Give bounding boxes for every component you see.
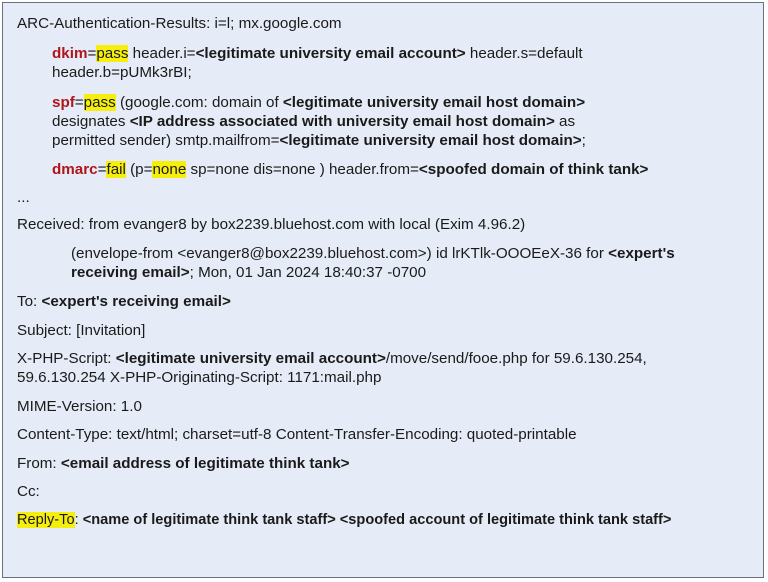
dmarc-result: fail	[106, 161, 126, 178]
reply-to-colon: :	[74, 512, 83, 528]
content-type-line: Content-Type: text/html; charset=utf-8 Content-Transfer-Encoding: quoted-printable	[17, 426, 577, 443]
dkim-eq: =	[87, 45, 97, 62]
expert-email-end: receiving email>	[71, 264, 190, 281]
dmarc-key: dmarc	[52, 161, 98, 178]
xphp-line	[17, 349, 647, 368]
dkim-result: pass	[96, 45, 129, 62]
xphp-path: /move/send/fooe.php for 59.6.130.254,	[385, 350, 647, 367]
from-line	[17, 454, 350, 473]
dkim-line-2: header.b=pUMk3rBI;	[52, 64, 192, 81]
spf-designates: designates	[52, 113, 130, 130]
subject-line: Subject: [Invitation]	[17, 322, 146, 339]
cc-line: Cc:	[17, 483, 40, 500]
dmarc-line	[52, 160, 648, 179]
spf-text: (google.com: domain of	[115, 94, 283, 111]
reply-to-line	[17, 511, 671, 530]
reply-to-value: <name of legitimate think tank staff> <spoofed account of legitimate think tank staff>	[82, 512, 672, 528]
to-label: To:	[17, 293, 42, 310]
reply-to-label: Reply-To	[17, 512, 75, 528]
mime-line: MIME-Version: 1.0	[17, 398, 142, 415]
dmarc-eq: =	[97, 161, 107, 178]
xphp-account: <legitimate university email account>	[115, 350, 386, 367]
from-value: <email address of legitimate think tank>	[60, 455, 350, 472]
xphp-line-2: 59.6.130.254 X-PHP-Originating-Script: 1171:mail.php	[17, 369, 382, 386]
spf-line	[52, 93, 585, 112]
xphp-label: X-PHP-Script:	[17, 350, 116, 367]
ellipsis: ...	[17, 189, 30, 206]
spf-mailfrom-domain: <legitimate university email host domain>	[279, 132, 582, 149]
to-line	[17, 292, 231, 311]
received-line-2	[71, 244, 675, 263]
expert-email-start: <expert's	[608, 245, 675, 262]
dmarc-from-domain: <spoofed domain of think tank>	[418, 161, 649, 178]
dkim-selector: header.s=default	[465, 45, 583, 62]
dmarc-policy: none	[152, 161, 187, 178]
spf-end: ;	[581, 132, 586, 149]
received-line-3	[71, 263, 426, 282]
to-value: <expert's receiving email>	[41, 293, 231, 310]
envelope-from: (envelope-from <evanger8@box2239.bluehost.com>) id lrKTlk-OOOEeX-36 for	[71, 245, 609, 262]
spf-key: spf	[52, 94, 75, 111]
spf-domain: <legitimate university email host domain>	[282, 94, 586, 111]
dkim-line	[52, 44, 583, 63]
spf-ip: <IP address associated with university email host domain>	[129, 113, 555, 130]
received-line: Received: from evanger8 by box2239.bluehost.com with local (Exim 4.96.2)	[17, 216, 526, 233]
dkim-account: <legitimate university email account>	[195, 45, 466, 62]
received-date: ; Mon, 01 Jan 2024 18:40:37 -0700	[189, 264, 427, 281]
spf-eq: =	[74, 94, 84, 111]
spf-mailfrom: permitted sender) smtp.mailfrom=	[52, 132, 280, 149]
spf-line-3	[52, 131, 586, 150]
spf-line-2	[52, 112, 575, 131]
dkim-text: header.i=	[128, 45, 196, 62]
spf-result: pass	[83, 94, 116, 111]
arc-results-header: ARC-Authentication-Results: i=l; mx.google.com	[17, 15, 342, 32]
dkim-key: dkim	[52, 45, 88, 62]
email-header-panel	[2, 2, 764, 578]
dmarc-text-2: sp=none dis=none ) header.from=	[186, 161, 419, 178]
spf-as: as	[554, 113, 576, 130]
from-label: From:	[17, 455, 61, 472]
dmarc-text: (p=	[125, 161, 153, 178]
